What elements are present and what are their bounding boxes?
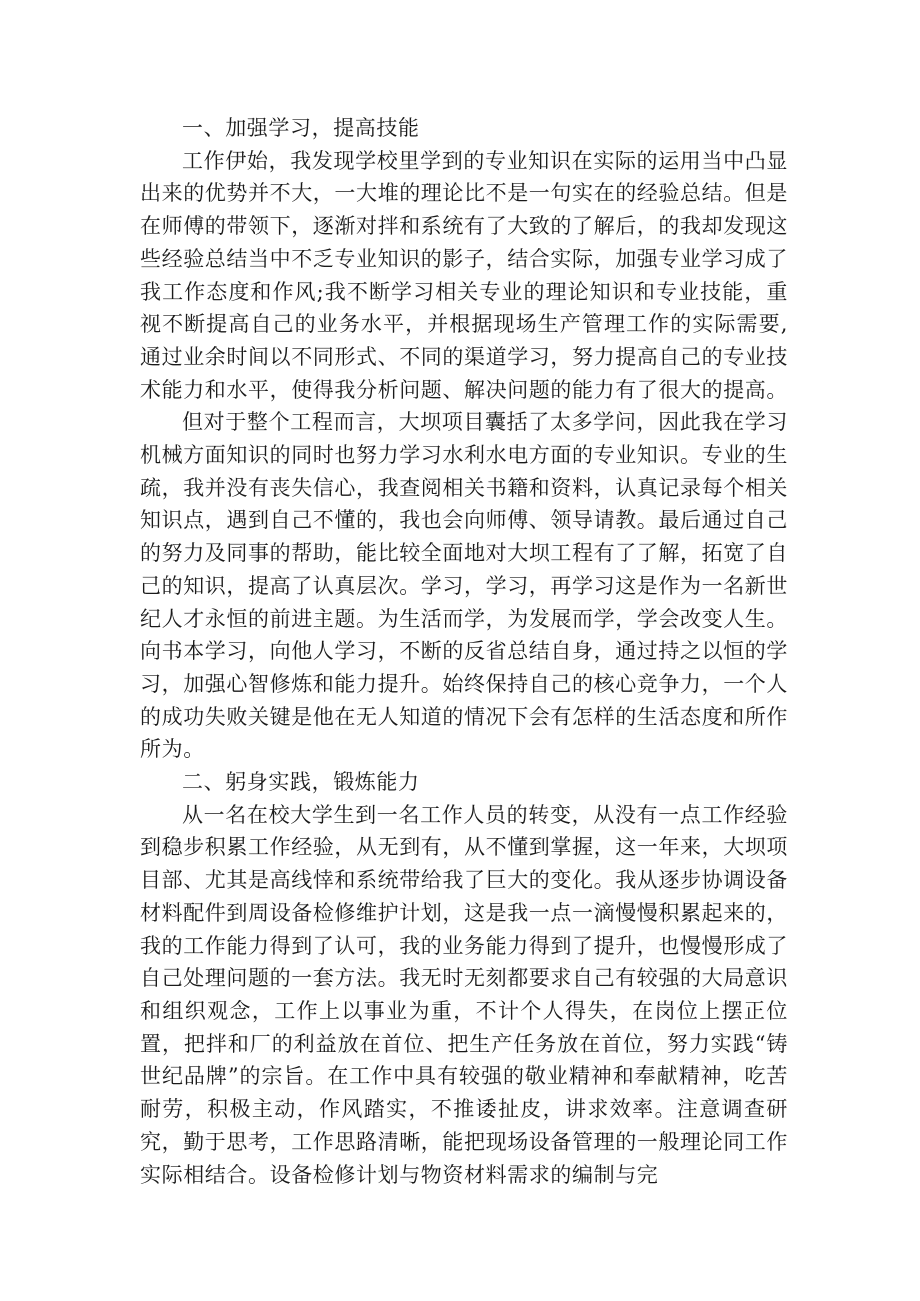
paragraph-1: 工作伊始，我发现学校里学到的专业知识在实际的运用当中凸显出来的优势并不大，一大堆的理论比不是一句实在的经验总结。但是在师傅的带领下，逐渐对拌和系统有了大致的了解后，的我却发现这些经验总结当中不乏专业知识的影子，结合实际，加强专业学习成了我工作态度和作风;我不断学习相关专业的理论知识和专业技能，重视不断提高自己的业务水平，并根据现场生产管理工作的实际需要,通过业余时间以不同形式、不同的渠道学习，努力提高自己的专业技术能力和水平，使得我分析问题、解决问题的能力有了很大的提高。: [140, 148, 788, 402]
document-body: [140, 112, 788, 1191]
paragraph-3: 从一名在校大学生到一名工作人员的转变，从没有一点工作经验到稳步积累工作经验，从无到有，从不懂到掌握，这一年来，大坝项目部、尤其是高线悻和系统带给我了巨大的变化。我从逐步协调设备材料配件到周设备检修维护计划，这是我一点一滴慢慢积累起来的，我的工作能力得到了认可，我的业务能力得到了提升，也慢慢形成了自己处理问题的一套方法。我无时无刻都要求自己有较强的大局意识和组织观念，工作上以事业为重，不计个人得失，在岗位上摆正位置，把拌和厂的利益放在首位、把生产任务放在首位，努力实践“铸世纪品牌”的宗旨。在工作中具有较强的敬业精神和奉献精神，吃苦耐劳，积极主动，作风踏实，不推诿扯皮，讲求效率。注意调查研究，勤于思考，工作思路清晰，能把现场设备管理的一般理论同工作实际相结合。设备检修计划与物资材料需求的编制与完: [140, 802, 788, 1187]
paragraph-2: 但对于整个工程而言，大坝项目囊括了太多学问，因此我在学习机械方面知识的同时也努力学习水利水电方面的专业知识。专业的生疏，我并没有丧失信心，我查阅相关书籍和资料，认真记录每个相关知识点，遇到自己不懂的，我也会向师傅、领导请教。最后通过自己的努力及同事的帮助，能比较全面地对大坝工程有了了解，拓宽了自己的知识，提高了认真层次。学习，学习，再学习这是作为一名新世纪人才永恒的前进主题。为生活而学，为发展而学，学会改变人生。向书本学习，向他人学习，不断的反省总结自身，通过持之以恒的学习，加强心智修炼和能力提升。始终保持自己的核心竞争力，一个人的成功失败关键是他在无人知道的情况下会有怎样的生活态度和所作所为。: [140, 410, 788, 762]
section-heading-2: 二、躬身实践，锻炼能力: [182, 770, 420, 795]
section-heading-1: 一、加强学习，提高技能: [182, 116, 420, 140]
